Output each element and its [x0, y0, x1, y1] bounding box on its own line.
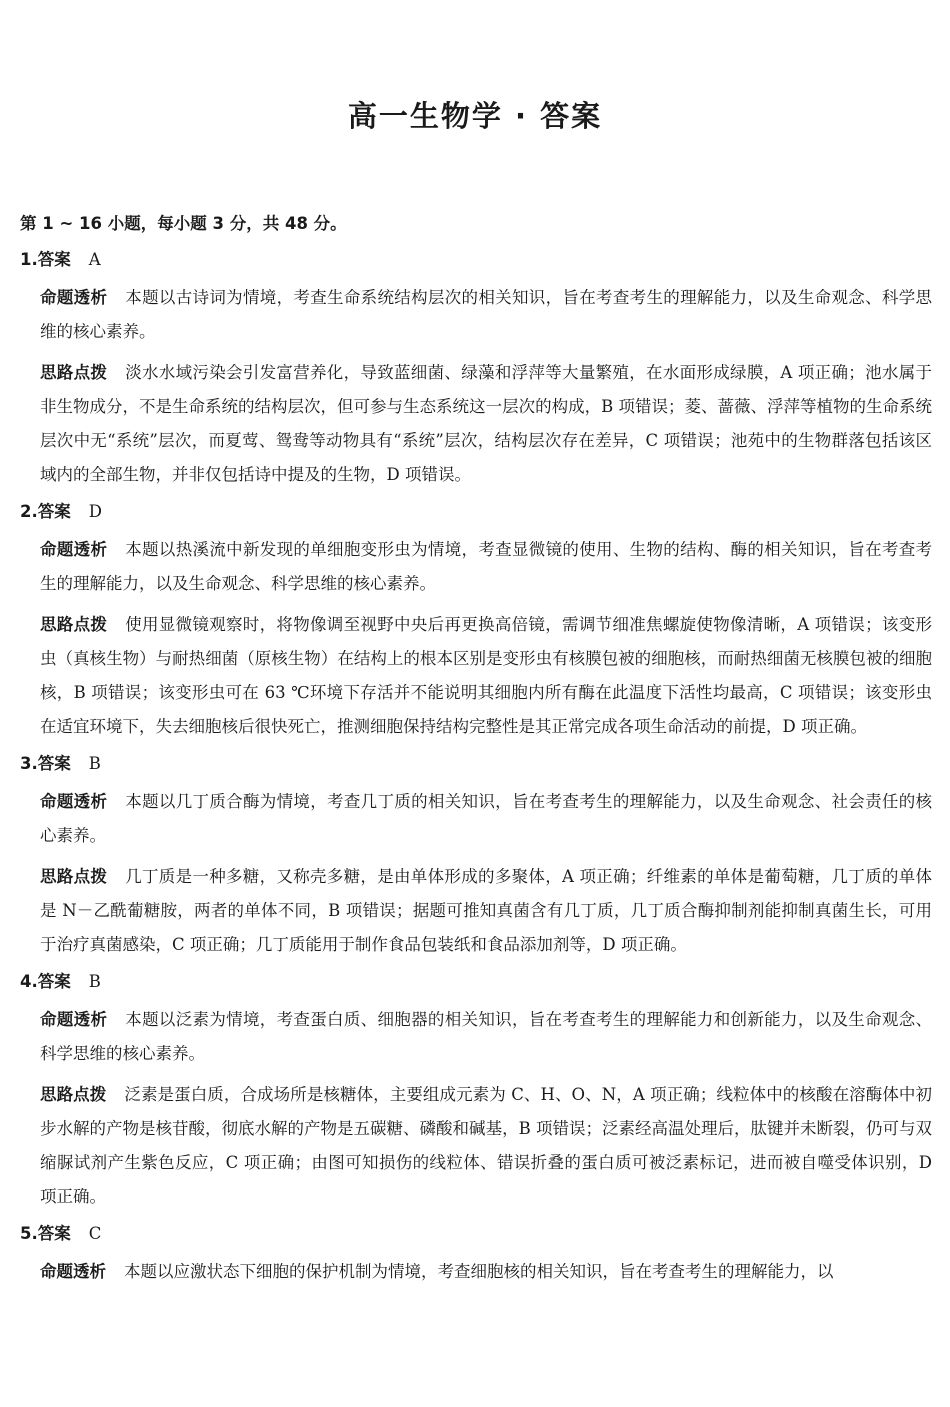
question-number: 5. — [20, 1224, 38, 1243]
question-number: 2. — [20, 502, 38, 521]
answer-label: 答案 — [37, 502, 71, 521]
analysis-paragraph — [40, 1003, 932, 1071]
analysis-text: 本题以古诗词为情境，考查生命系统结构层次的相关知识，旨在考查考生的理解能力，以及生命观念、科学思维的核心素养。 — [40, 288, 933, 341]
answer-label: 答案 — [37, 250, 71, 269]
section-intro: 第 1 ~ 16 小题，每小题 3 分，共 48 分。 — [20, 214, 347, 233]
analysis-paragraph — [40, 533, 932, 601]
hint-paragraph — [40, 356, 932, 492]
analysis-title: 命题透析 — [40, 288, 108, 307]
question-number: 4. — [20, 972, 38, 991]
question-3 — [20, 751, 932, 962]
hint-paragraph — [40, 1078, 932, 1214]
analysis-paragraph — [40, 281, 932, 349]
hint-paragraph — [40, 608, 932, 744]
analysis-text: 本题以泛素为情境，考查蛋白质、细胞器的相关知识，旨在考查考生的理解能力和创新能力，以及生命观念、科学思维的核心素养。 — [40, 1010, 933, 1063]
analysis-title: 命题透析 — [40, 540, 108, 559]
answer-choice: B — [88, 972, 101, 991]
answer-choice: B — [88, 754, 101, 773]
hint-title: 思路点拨 — [40, 363, 108, 382]
hint-paragraph — [40, 860, 932, 962]
hint-title: 思路点拨 — [40, 867, 108, 886]
question-4 — [20, 969, 932, 1214]
answer-line — [20, 247, 932, 273]
answer-content — [20, 211, 932, 1296]
hint-title: 思路点拨 — [40, 615, 108, 634]
analysis-title: 命题透析 — [40, 1010, 108, 1029]
hint-title: 思路点拨 — [40, 1085, 107, 1104]
answer-label: 答案 — [37, 1224, 71, 1243]
question-2 — [20, 499, 932, 744]
hint-text: 泛素是蛋白质，合成场所是核糖体，主要组成元素为 C、H、O、N，A 项正确；线粒体中的核酸在溶酶体中初步水解的产物是核苷酸，彻底水解的产物是五碳糖、磷酸和碱基，B 项错误；泛素经高温处理后，肽键并未断裂，仍可与双缩脲试剂产生紫色反应，C 项正确；由图可知损伤的线粒体、错误折叠的蛋白质可被泛素标记，进而被自噬受体识别，D 项正确。 — [40, 1085, 933, 1206]
analysis-text: 本题以应激状态下细胞的保护机制为情境，考查细胞核的相关知识，旨在考查考生的理解能力，以 — [124, 1262, 834, 1281]
answer-line — [20, 969, 932, 995]
page-title: 高一生物学 · 答案 — [347, 99, 603, 133]
answer-line — [20, 499, 932, 525]
analysis-title: 命题透析 — [40, 1262, 106, 1281]
hint-text: 淡水水域污染会引发富营养化，导致蓝细菌、绿藻和浮萍等大量繁殖，在水面形成绿膜，A 项正确；池水属于非生物成分，不是生命系统的结构层次，但可参与生态系统这一层次的构成，B 项错误；菱、蔷薇、浮萍等植物的生命系统层次中无“系统”层次，而夏莺、鸳鸯等动物具有“系统”层次，结构层次存在差异，C 项错误；池苑中的生物群落包括该区域内的全部生物，并非仅包括诗中提及的生物，D 项错误。 — [40, 363, 932, 484]
question-number: 1. — [20, 250, 38, 269]
hint-text: 几丁质是一种多糖，又称壳多糖，是由单体形成的多聚体，A 项正确；纤维素的单体是葡萄糖，几丁质的单体是 N－乙酰葡糖胺，两者的单体不同，B 项错误；据题可推知真菌含有几丁质，几丁质合酶抑制剂能抑制真菌生长，可用于治疗真菌感染，C 项正确；几丁质能用于制作食品包装纸和食品添加剂等，D 项正确。 — [40, 867, 932, 954]
hint-text: 使用显微镜观察时，将物像调至视野中央后再更换高倍镜，需调节细准焦螺旋使物像清晰，A 项错误；该变形虫（真核生物）与耐热细菌（原核生物）在结构上的根本区别是变形虫有核膜包被的细胞核，而耐热细菌无核膜包被的细胞核，B 项错误；该变形虫可在 63 ℃环境下存活并不能说明其细胞内所有酶在此温度下活性均最高，C 项错误；该变形虫在适宜环境下，失去细胞核后很快死亡，推测细胞保持结构完整性是其正常完成各项生命活动的前提，D 项正确。 — [40, 615, 932, 736]
answer-label: 答案 — [37, 754, 71, 773]
question-number: 3. — [20, 754, 38, 773]
answer-choice: C — [88, 1224, 102, 1243]
analysis-title: 命题透析 — [40, 792, 108, 811]
answer-choice: D — [88, 502, 102, 521]
answer-line — [20, 751, 932, 777]
question-5 — [20, 1221, 932, 1289]
answer-choice: A — [88, 250, 101, 269]
question-1 — [20, 247, 932, 492]
analysis-paragraph — [40, 1255, 932, 1289]
analysis-text: 本题以几丁质合酶为情境，考查几丁质的相关知识，旨在考查考生的理解能力，以及生命观念、社会责任的核心素养。 — [40, 792, 933, 845]
answer-line — [20, 1221, 932, 1247]
answer-label: 答案 — [37, 972, 71, 991]
analysis-text: 本题以热溪流中新发现的单细胞变形虫为情境，考查显微镜的使用、生物的结构、酶的相关知识，旨在考查考生的理解能力，以及生命观念、科学思维的核心素养。 — [40, 540, 933, 593]
analysis-paragraph — [40, 785, 932, 853]
